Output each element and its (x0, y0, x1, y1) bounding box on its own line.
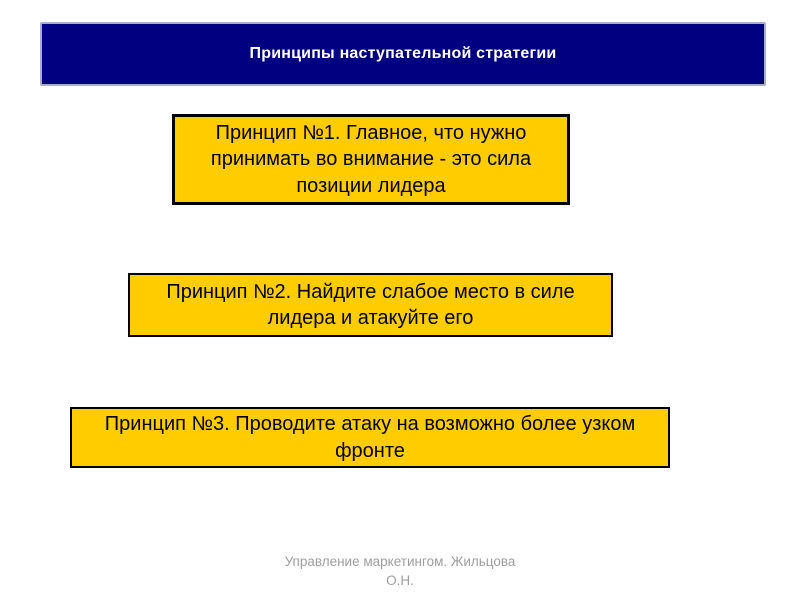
title-banner (40, 22, 766, 86)
principle-1-text: Принцип №1. Главное, что нужно принимать во внимание - это сила позиции лидера (210, 121, 532, 197)
principle-box-3 (70, 407, 670, 468)
principle-2-text: Принцип №2. Найдите слабое место в силе лидера и атакуйте его (166, 280, 575, 329)
principle-3-text: Принцип №3. Проводите атаку на возможно более узком фронте (104, 413, 636, 462)
footer-credit: Управление маркетингом. Жильцова О.Н. (284, 554, 516, 588)
principle-box-2 (128, 273, 613, 337)
slide-title: Принципы наступательной стратегии (249, 45, 557, 62)
principle-box-1 (172, 114, 570, 205)
